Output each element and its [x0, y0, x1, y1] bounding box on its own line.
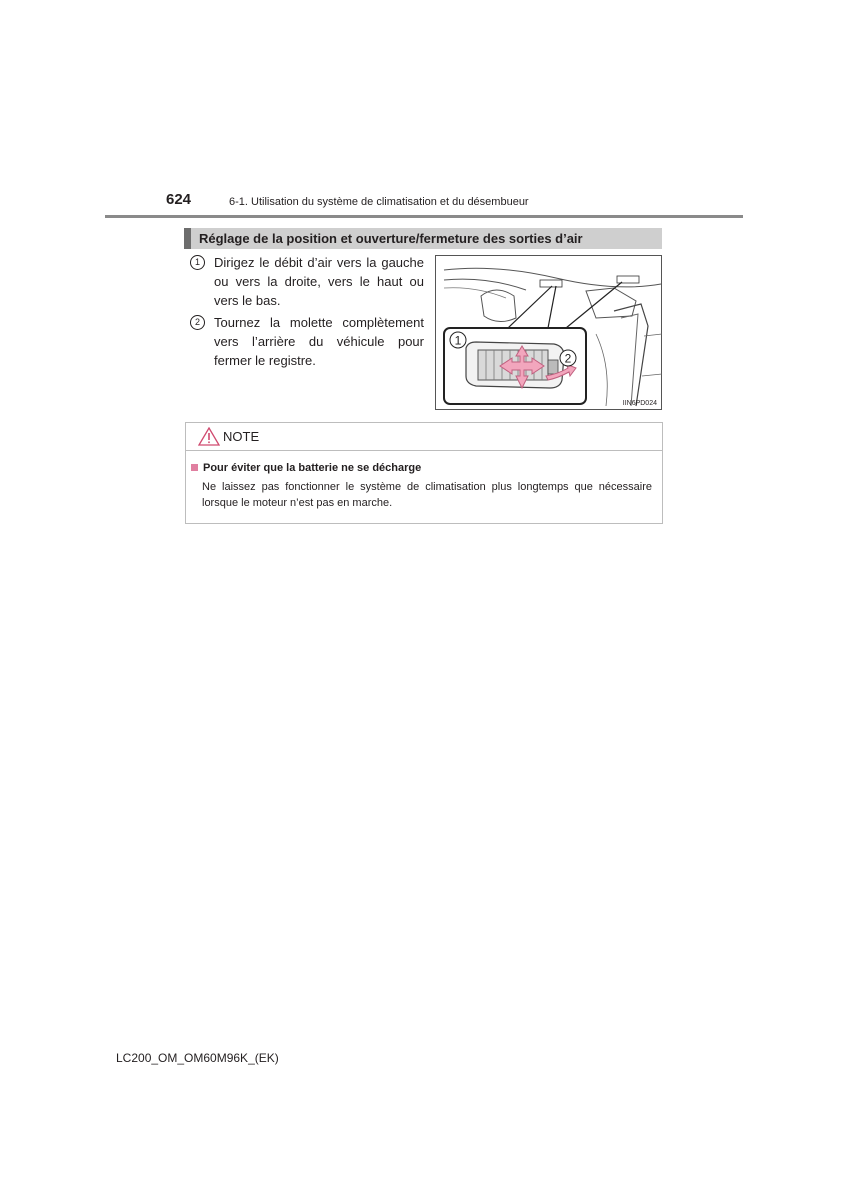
note-subtitle-text: Pour éviter que la batterie ne se décharge: [203, 462, 422, 474]
bullet-square-icon: [191, 464, 198, 471]
section-header: [184, 228, 662, 249]
step-text: Tournez la molette complètement vers l’arrière du véhicule pour fermer le registre.: [214, 315, 424, 368]
warning-triangle-icon: [198, 427, 220, 446]
dashboard-drawing: [436, 256, 663, 411]
note-header: [186, 423, 662, 451]
note-text: Ne laissez pas fonctionner le système de climatisation plus longtemps que nécessaire lorsque le moteur n’est pas en marche.: [202, 481, 652, 509]
note-box: [185, 422, 663, 524]
section-title: Réglage de la position et ouverture/fermeture des sorties d’air: [199, 231, 583, 246]
chapter-title: 6-1. Utilisation du système de climatisation et du désembueur: [229, 196, 529, 208]
callout-1: 1: [454, 333, 462, 348]
figure-code: IIN6PD024: [622, 400, 657, 407]
note-label: NOTE: [223, 429, 260, 444]
page-number: 624: [166, 191, 192, 208]
step-number: 2: [190, 315, 205, 330]
step-number: 1: [190, 255, 205, 270]
header-rule: [105, 215, 743, 218]
step-text: Dirigez le débit d’air vers la gauche ou vers la droite, vers le haut ou vers le bas.: [214, 255, 424, 308]
footer-code: LC200_OM_OM60M96K_(EK): [116, 1051, 279, 1065]
vent-illustration: [435, 255, 662, 410]
callout-2: 2: [564, 351, 572, 366]
note-subtitle: [191, 462, 421, 474]
